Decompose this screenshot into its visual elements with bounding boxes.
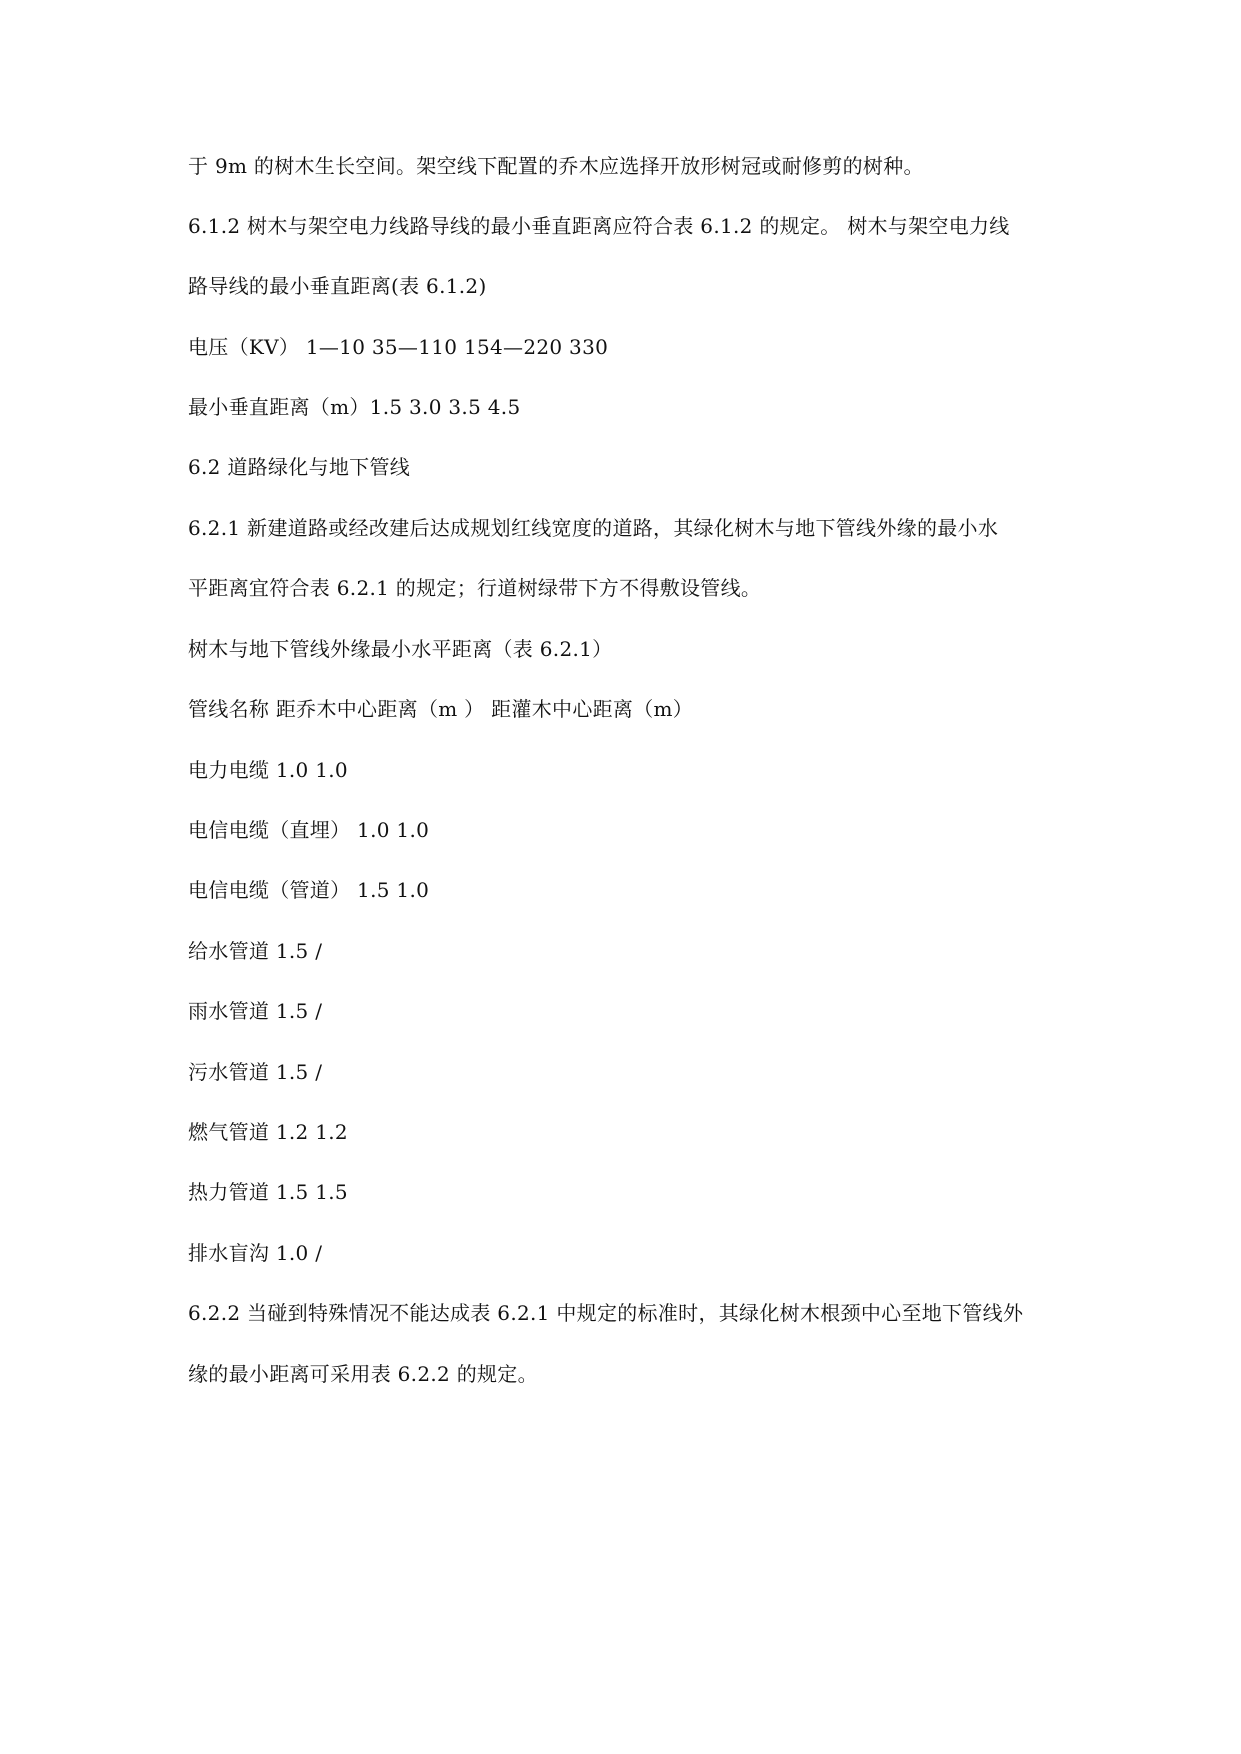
section-6-1-2-text: 6.1.2 树木与架空电力线路导线的最小垂直距离应符合表 6.1.2 的规定。 树木与架空电力线 — [188, 214, 1010, 238]
text-line: 路导线的最小垂直距离(表 6.1.2) — [188, 274, 487, 298]
table-row: 雨水管道 1.5 / — [188, 999, 323, 1023]
table-row: 电信电缆（直埋） 1.0 1.0 — [188, 818, 430, 842]
table-row: 电信电缆（管道） 1.5 1.0 — [188, 878, 430, 902]
text-line: 缘的最小距离可采用表 6.2.2 的规定。 — [188, 1362, 538, 1386]
table-row: 给水管道 1.5 / — [188, 939, 323, 963]
section-6-2-2-text: 6.2.2 当碰到特殊情况不能达成表 6.2.1 中规定的标准时，其绿化树木根颈中心至地下管线外 — [188, 1301, 1024, 1325]
text-line: 平距离宜符合表 6.2.1 的规定；行道树绿带下方不得敷设管线。 — [188, 576, 762, 600]
table-row: 燃气管道 1.2 1.2 — [188, 1120, 348, 1144]
table-row: 热力管道 1.5 1.5 — [188, 1180, 348, 1204]
table-row: 排水盲沟 1.0 / — [188, 1241, 323, 1265]
table-row: 污水管道 1.5 / — [188, 1060, 323, 1084]
table-row: 电力电缆 1.0 1.0 — [188, 758, 348, 782]
table-6-1-2-value-row: 最小垂直距离（m）1.5 3.0 3.5 4.5 — [188, 395, 521, 419]
section-6-2-1-text: 6.2.1 新建道路或经改建后达成规划红线宽度的道路，其绿化树木与地下管线外缘的最小水 — [188, 516, 999, 540]
section-6-2-heading: 6.2 道路绿化与地下管线 — [188, 455, 411, 479]
table-6-2-1-caption: 树木与地下管线外缘最小水平距离（表 6.2.1） — [188, 637, 613, 661]
table-6-1-2-header-row: 电压（KV） 1—10 35—110 154—220 330 — [188, 335, 609, 359]
text-line: 于 9m 的树木生长空间。架空线下配置的乔木应选择开放形树冠或耐修剪的树种。 — [188, 154, 924, 178]
table-6-2-1-header-row: 管线名称 距乔木中心距离（m ） 距灌木中心距离（m） — [188, 697, 694, 721]
